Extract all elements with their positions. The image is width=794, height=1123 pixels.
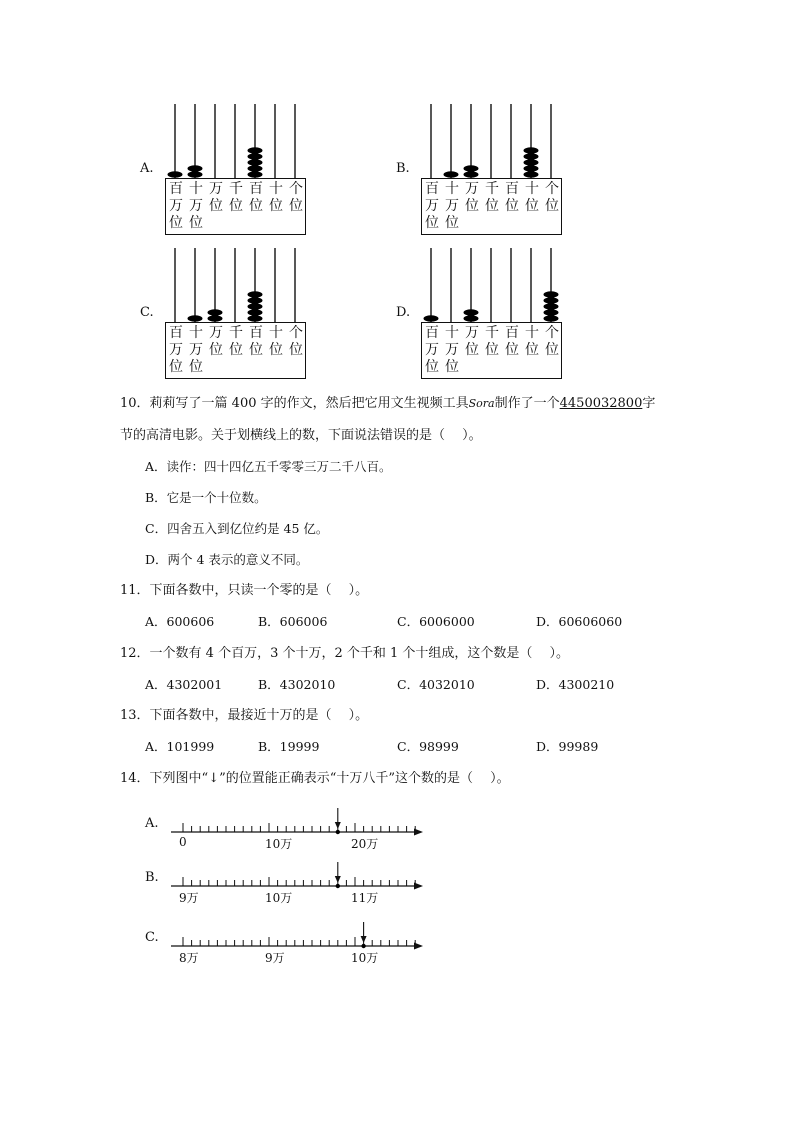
question-14: 14．下列图中“↓”的位置能正确表示“十万八千”这个数的是（ ）。 xyxy=(120,771,510,786)
place-value-label: 万 位 xyxy=(209,181,223,214)
place-value-label: 百 万 位 xyxy=(169,181,183,231)
place-value-label: 十 位 xyxy=(269,181,283,214)
abacus-bead xyxy=(544,297,559,303)
place-value-label: 百 位 xyxy=(505,325,519,358)
abacus-bead xyxy=(464,165,479,171)
abacus-bead xyxy=(524,153,539,159)
abacus-figure xyxy=(421,248,562,324)
place-value-label: 千 位 xyxy=(229,325,243,358)
number-line-point xyxy=(336,884,340,888)
number-line-tick-label: 10万 xyxy=(265,891,293,905)
q11-option-c[interactable]: C．6006000 xyxy=(397,614,475,629)
place-value-label: 千 位 xyxy=(229,181,243,214)
q12-option-d[interactable]: D．4300210 xyxy=(536,677,615,692)
q10-option-c[interactable]: C．四舍五入到亿位约是 45 亿。 xyxy=(145,521,329,536)
place-value-label: 十 位 xyxy=(525,325,539,358)
place-value-label: 百 位 xyxy=(505,181,519,214)
place-value-label: 百 万 位 xyxy=(169,325,183,375)
abacus-bead xyxy=(208,309,223,315)
number-line-tick-label: 8万 xyxy=(179,951,199,965)
abacus-bead xyxy=(188,171,203,177)
number-line-tick-label: 9万 xyxy=(265,951,285,965)
q10-text-b: 制作了一个 xyxy=(494,396,560,411)
q12-option-b[interactable]: B．4302010 xyxy=(258,677,336,692)
abacus-figure xyxy=(421,104,562,180)
q13-option-b[interactable]: B．19999 xyxy=(258,739,320,754)
abacus-bead xyxy=(248,315,263,321)
place-value-label: 百 万 位 xyxy=(425,181,439,231)
q11-option-a[interactable]: A．600606 xyxy=(145,614,215,629)
q10-tool-name: Sora xyxy=(468,397,495,410)
place-value-label: 万 位 xyxy=(209,325,223,358)
number-line-point xyxy=(361,944,365,948)
q12-option-c[interactable]: C．4032010 xyxy=(397,677,475,692)
q13-option-a[interactable]: A．101999 xyxy=(145,739,215,754)
place-value-box xyxy=(421,322,562,379)
q10-text-c: 字 xyxy=(642,396,656,411)
abacus-bead xyxy=(464,315,479,321)
question-10 xyxy=(120,396,655,412)
place-value-label: 十 万 位 xyxy=(189,325,203,375)
abacus-bead xyxy=(464,309,479,315)
place-value-label: 万 位 xyxy=(465,325,479,358)
question-11: 11．下面各数中，只读一个零的是（ ）。 xyxy=(120,583,369,598)
place-value-label: 万 位 xyxy=(465,181,479,214)
place-value-label: 十 万 位 xyxy=(189,181,203,231)
question-10-line2: 节的高清电影。关于划横线上的数，下面说法错误的是（ ）。 xyxy=(120,428,482,443)
abacus-bead xyxy=(248,159,263,165)
abacus-bead xyxy=(524,159,539,165)
abacus-bead xyxy=(544,315,559,321)
question-12: 12．一个数有 4 个百万，3 个十万，2 个千和 1 个十组成，这个数是（ ）。 xyxy=(120,646,570,661)
abacus-bead xyxy=(248,291,263,297)
place-value-label: 个 位 xyxy=(289,325,303,358)
number-line-option-label: A. xyxy=(145,816,159,831)
abacus-option-label: A. xyxy=(140,161,154,176)
abacus-bead xyxy=(544,291,559,297)
abacus-bead xyxy=(248,147,263,153)
abacus-bead xyxy=(424,315,439,321)
q10-option-d[interactable]: D．两个 4 表示的意义不同。 xyxy=(145,552,309,567)
place-value-label: 十 位 xyxy=(269,325,283,358)
place-value-label: 百 位 xyxy=(249,181,263,214)
abacus-bead xyxy=(248,303,263,309)
place-value-label: 千 位 xyxy=(485,181,499,214)
place-value-label: 十 万 位 xyxy=(445,325,459,375)
abacus-option-label: C. xyxy=(140,305,154,320)
q10-option-a[interactable]: A．读作：四十四亿五千零零三万二千八百。 xyxy=(145,459,392,474)
abacus-bead xyxy=(444,171,459,177)
place-value-label: 百 位 xyxy=(249,325,263,358)
abacus-bead xyxy=(524,171,539,177)
place-value-box xyxy=(165,322,306,379)
place-value-box xyxy=(421,178,562,235)
q13-option-c[interactable]: C．98999 xyxy=(397,739,459,754)
q10-underlined-number: 4450032800 xyxy=(559,396,643,411)
abacus-bead xyxy=(248,309,263,315)
q13-option-d[interactable]: D．99989 xyxy=(536,739,599,754)
down-arrow-head xyxy=(335,822,341,829)
place-value-box xyxy=(165,178,306,235)
abacus-bead xyxy=(168,171,183,177)
abacus-figure xyxy=(165,104,306,180)
number-line-option-label: B. xyxy=(145,870,159,885)
number-line-tick-label: 0 xyxy=(179,835,187,849)
number-line-tick-label: 11万 xyxy=(351,891,379,905)
number-line-tick-label: 9万 xyxy=(179,891,199,905)
abacus-figure xyxy=(165,248,306,324)
question-13: 13．下面各数中，最接近十万的是（ ）。 xyxy=(120,708,369,723)
abacus-bead xyxy=(544,309,559,315)
abacus-option-label: B. xyxy=(396,161,410,176)
abacus-bead xyxy=(524,165,539,171)
place-value-label: 个 位 xyxy=(545,181,559,214)
place-value-label: 千 位 xyxy=(485,325,499,358)
number-line-tick-label: 20万 xyxy=(351,837,379,851)
place-value-label: 个 位 xyxy=(289,181,303,214)
number-line-point xyxy=(336,830,340,834)
abacus-bead xyxy=(208,315,223,321)
down-arrow-head xyxy=(335,876,341,883)
abacus-bead xyxy=(524,147,539,153)
abacus-bead xyxy=(188,315,203,321)
abacus-bead xyxy=(248,165,263,171)
q10-text-a: 10．莉莉写了一篇 400 字的作文，然后把它用文生视频工具 xyxy=(120,396,469,411)
q10-option-b[interactable]: B．它是一个十位数。 xyxy=(145,490,267,505)
abacus-bead xyxy=(248,153,263,159)
abacus-bead xyxy=(544,303,559,309)
place-value-label: 百 万 位 xyxy=(425,325,439,375)
abacus-bead xyxy=(464,171,479,177)
abacus-option-label: D. xyxy=(396,305,411,320)
number-line-tick-label: 10万 xyxy=(351,951,379,965)
q12-option-a[interactable]: A．4302001 xyxy=(145,677,223,692)
down-arrow-head xyxy=(361,936,367,943)
q11-option-b[interactable]: B．606006 xyxy=(258,614,328,629)
number-line-option-label: C. xyxy=(145,930,159,945)
place-value-label: 十 位 xyxy=(525,181,539,214)
number-line-tick-label: 10万 xyxy=(265,837,293,851)
q11-option-d[interactable]: D．60606060 xyxy=(536,614,623,629)
abacus-bead xyxy=(248,297,263,303)
place-value-label: 个 位 xyxy=(545,325,559,358)
place-value-label: 十 万 位 xyxy=(445,181,459,231)
abacus-bead xyxy=(188,165,203,171)
abacus-bead xyxy=(248,171,263,177)
